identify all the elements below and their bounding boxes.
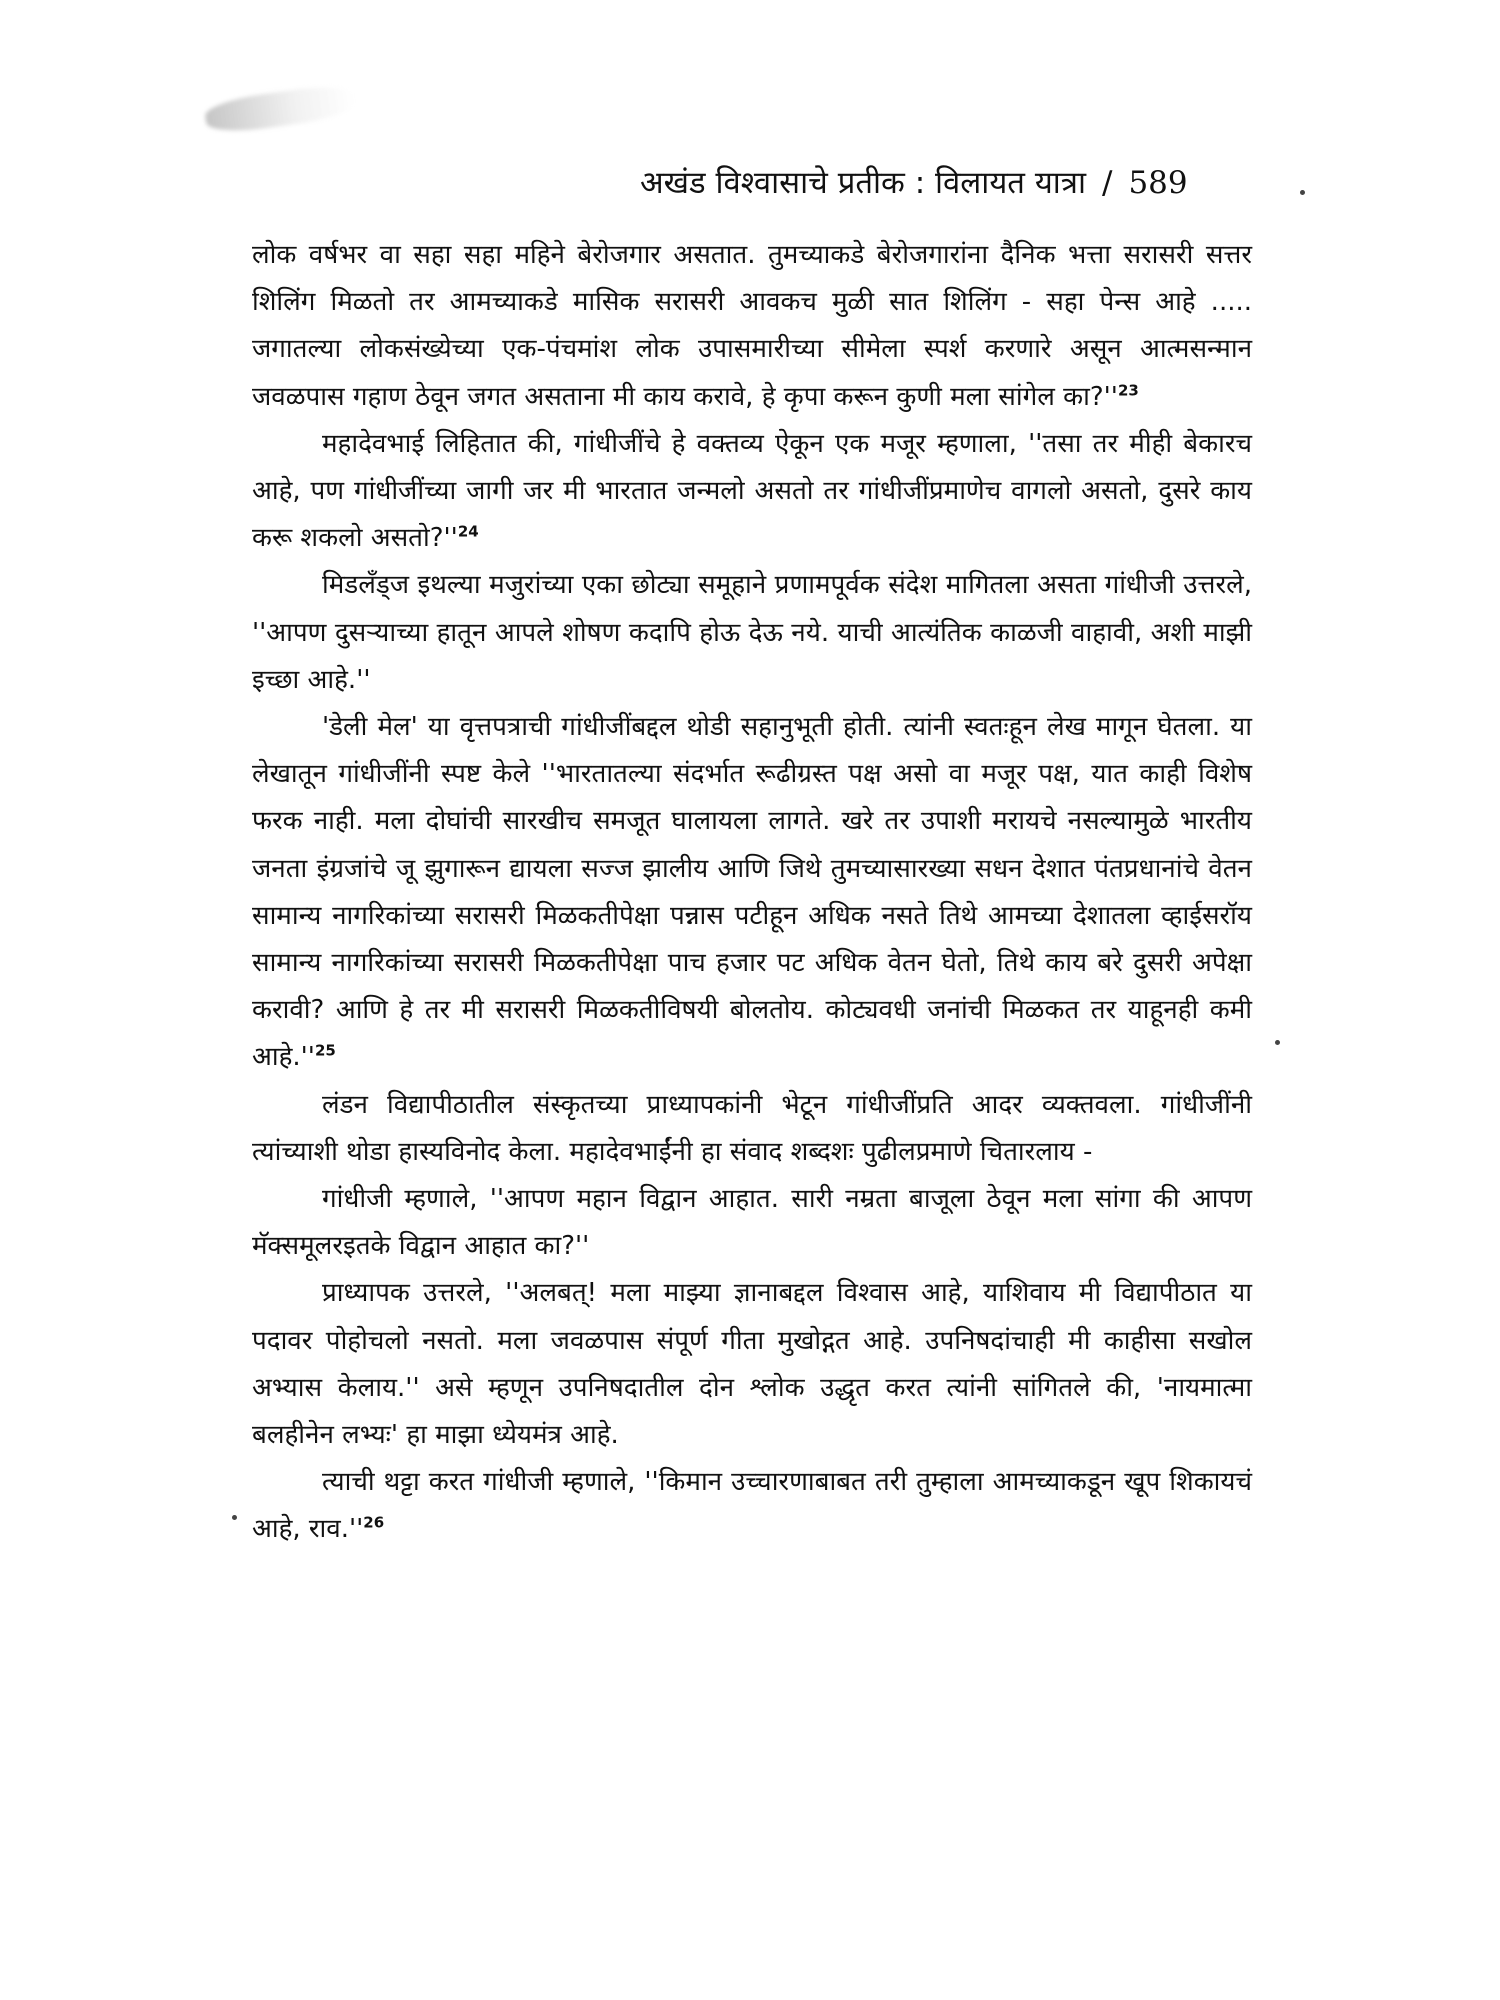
page-header (640, 158, 1260, 208)
footnote-marker: 26 (363, 1513, 385, 1532)
paragraph-text: मिडलँड्ज इथल्या मजुरांच्या एका छोट्या समूहाने प्रणामपूर्वक संदेश मागितला असता गांधीजी उत्तरले, ''आपण दुसऱ्याच्या हातून आपले शोषण कदापि होऊ देऊ नये. याची आत्यंतिक काळजी वाहावी, अशी माझी इच्छा आहे.'' (252, 570, 1252, 695)
paragraph-text: गांधीजी म्हणाले, ''आपण महान विद्वान आहात. सारी नम्रता बाजूला ठेवून मला सांगा की आपण मॅक्समूलरइतके विद्वान आहात का?'' (252, 1184, 1252, 1262)
footnote-marker: 25 (314, 1041, 336, 1060)
running-title: अखंड विश्वासाचे प्रतीक : विलायत यात्रा (640, 165, 1086, 201)
scan-smudge (203, 82, 356, 137)
paragraph-1 (252, 232, 1252, 421)
paragraph-4 (252, 704, 1252, 1082)
stray-mark (232, 1515, 237, 1520)
paragraph-text: लोक वर्षभर वा सहा सहा महिने बेरोजगार असतात. तुमच्याकडे बेरोजगारांना दैनिक भत्ता सरासरी सत्तर शिलिंग मिळतो तर आमच्याकडे मासिक सरासरी आवकच मुळी सात शिलिंग - सहा पेन्स आहे ..... जगातल्या लोकसंख्येच्या एक-पंचमांश लोक उपासमारीच्या सीमेला स्पर्श करणारे असून आत्मसन्मान जवळपास गहाण ठेवून जगत असताना मी काय करावे, हे कृपा करून कुणी मला सांगेल का?'' (252, 240, 1252, 412)
paragraph-text: प्राध्यापक उत्तरले, ''अलबत्! मला माझ्या ज्ञानाबद्दल विश्वास आहे, याशिवाय मी विद्यापीठात या पदावर पोहोचलो नसतो. मला जवळपास संपूर्ण गीता मुखोद्गत आहे. उपनिषदांचाही मी काहीसा सखोल अभ्यास केलाय.'' असे म्हणून उपनिषदातील दोन श्लोक उद्धृत करत त्यांनी सांगितले की, 'नायमात्मा बलहीनेन लभ्यः' हा माझा ध्येयमंत्र आहे. (252, 1278, 1252, 1451)
paragraph-3 (252, 562, 1252, 704)
paragraph-text: महादेवभाई लिहितात की, गांधीजींचे हे वक्तव्य ऐकून एक मजूर म्हणाला, ''तसा तर मीही बेकारच आहे, पण गांधीजींच्या जागी जर मी भारतात जन्मलो असतो तर गांधीजींप्रमाणेच वागलो असतो, दुसरे काय करू शकलो असतो?'' (252, 428, 1252, 554)
paragraph-8 (252, 1459, 1252, 1553)
footnote-marker: 23 (1117, 380, 1139, 399)
body-text (252, 232, 1252, 1554)
stray-mark (1300, 190, 1305, 195)
paragraph-text: लंडन विद्यापीठातील संस्कृतच्या प्राध्यापकांनी भेटून गांधीजींप्रति आदर व्यक्तवला. गांधीजींनी त्यांच्याशी थोडा हास्यविनोद केला. महादेवभाईंनी हा संवाद शब्दशः पुढीलप्रमाणे चितारलाय - (252, 1089, 1252, 1167)
paragraph-7 (252, 1270, 1252, 1459)
paragraph-2 (252, 421, 1252, 563)
paragraph-text: 'डेली मेल' या वृत्तपत्राची गांधीजींबद्दल थोडी सहानुभूती होती. त्यांनी स्वतःहून लेख मागून घेतला. या लेखातून गांधीजींनी स्पष्ट केले ''भारतातल्या संदर्भात रूढीग्रस्त पक्ष असो वा मजूर पक्ष, यात काही विशेष फरक नाही. मला दोघांची सारखीच समजूत घालायला लागते. खरे तर उपाशी मरायचे नसल्यामुळे भारतीय जनता इंग्रजांचे जू झुगारून द्यायला सज्ज झालीय आणि जिथे तुमच्यासारख्या सधन देशात पंतप्रधानांचे वेतन सामान्य नागरिकांच्या सरासरी मिळकतीपेक्षा पन्नास पटीहून अधिक नसते तिथे आमच्या देशातला व्हाईसरॉय सामान्य नागरिकांच्या सरासरी मिळकतीपेक्षा पाच हजार पट अधिक वेतन घेतो, तिथे काय बरे दुसरी अपेक्षा करावी? आणि हे तर मी सरासरी मिळकतीविषयी बोलतोय. कोट्यवधी जनांची मिळकत तर याहूनही कमी आहे.'' (252, 712, 1252, 1073)
paragraph-6 (252, 1176, 1252, 1270)
stray-mark (1275, 1040, 1280, 1045)
page-number: 589 (1128, 165, 1188, 201)
paragraph-5 (252, 1082, 1252, 1176)
footnote-marker: 24 (457, 522, 479, 541)
header-separator: / (1101, 165, 1113, 201)
paragraph-text: त्याची थट्टा करत गांधीजी म्हणाले, ''किमान उच्चारणाबाबत तरी तुम्हाला आमच्याकडून खूप शिकायचं आहे, राव.'' (252, 1467, 1252, 1545)
